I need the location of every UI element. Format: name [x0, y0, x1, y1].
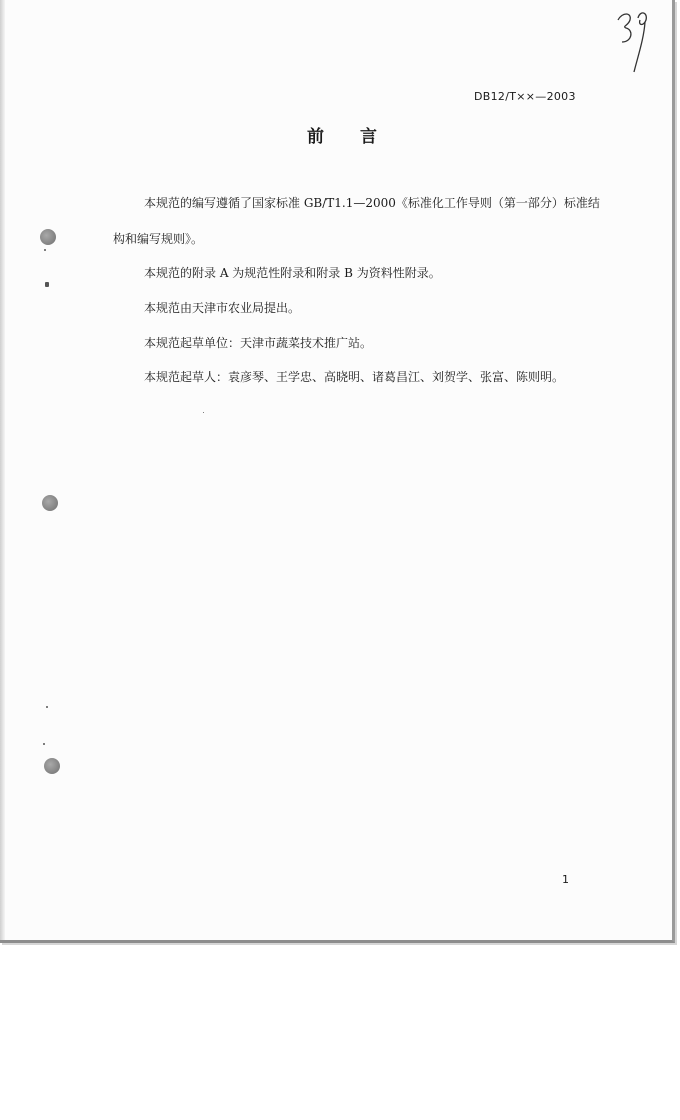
handwritten-page-number: [614, 8, 654, 76]
paragraph-line: 本规范起草人：袁彦琴、王学忠、高晓明、诸葛昌江、刘贺学、张富、陈则明。: [144, 370, 565, 384]
punch-hole: [40, 229, 56, 245]
scan-edge-shadow: [0, 0, 5, 940]
paragraph-line: 本规范由天津市农业局提出。: [144, 301, 301, 315]
paragraph-line: 本规范的编写遵循了国家标准 GB/T1.1—2000《标准化工作导则（第一部分）标准结: [144, 196, 600, 210]
scan-speck: [203, 412, 204, 413]
paragraph-line: 本规范起草单位：天津市蔬菜技术推广站。: [144, 336, 373, 350]
scan-speck: [45, 282, 49, 287]
punch-hole: [42, 495, 58, 511]
page-number: 1: [562, 873, 569, 886]
punch-hole: [44, 758, 60, 774]
document-number: DB12/T××—2003: [474, 90, 576, 103]
paragraph-line: 构和编写规则》。: [113, 232, 204, 246]
scan-speck: [44, 249, 46, 251]
page-title: 前言: [307, 127, 413, 147]
scan-speck: [46, 706, 48, 708]
paragraph-line: 本规范的附录 A 为规范性附录和附录 B 为资料性附录。: [144, 266, 441, 280]
scan-speck: [43, 743, 45, 745]
